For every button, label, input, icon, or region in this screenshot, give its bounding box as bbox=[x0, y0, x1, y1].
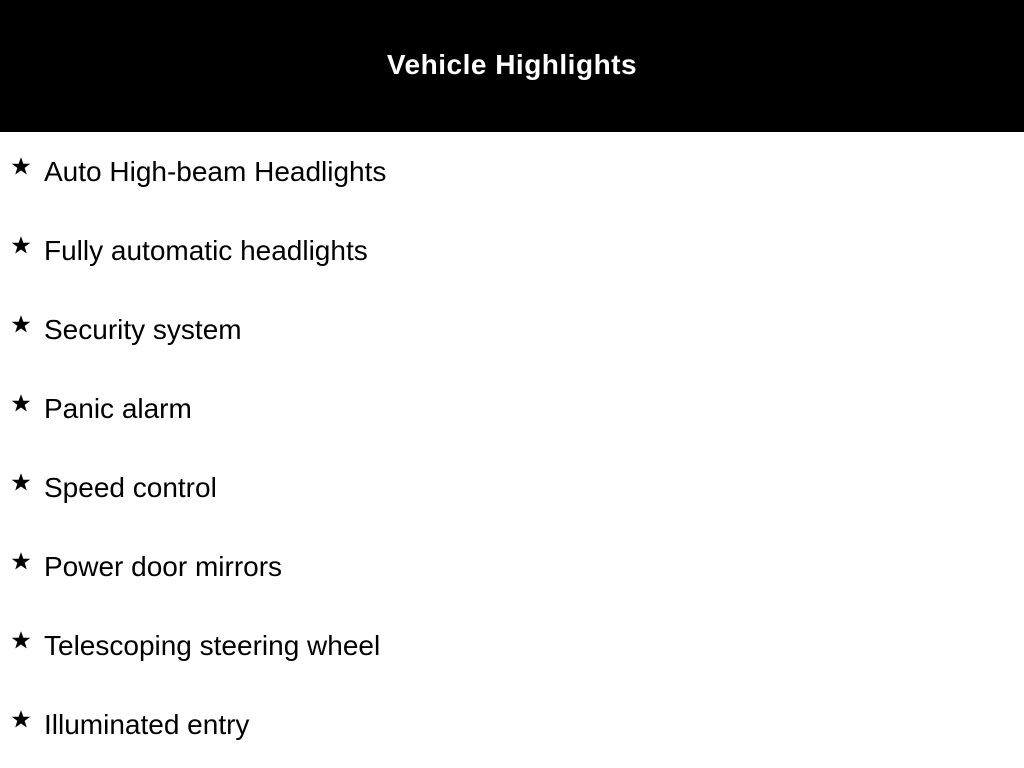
star-icon bbox=[10, 708, 32, 730]
feature-label: Panic alarm bbox=[44, 393, 192, 424]
star-icon bbox=[10, 155, 32, 177]
star-icon bbox=[10, 471, 32, 493]
star-icon bbox=[10, 234, 32, 256]
header-banner bbox=[0, 0, 1024, 132]
feature-item bbox=[0, 527, 1024, 606]
feature-label: Power door mirrors bbox=[44, 551, 283, 582]
feature-item bbox=[0, 369, 1024, 448]
feature-item bbox=[0, 290, 1024, 369]
feature-item bbox=[0, 606, 1024, 685]
star-icon bbox=[10, 629, 32, 651]
feature-label: Illuminated entry bbox=[44, 709, 250, 740]
feature-label: Fully automatic headlights bbox=[44, 235, 368, 266]
feature-label: Telescoping steering wheel bbox=[44, 630, 381, 661]
star-icon bbox=[10, 550, 32, 572]
feature-item bbox=[0, 211, 1024, 290]
feature-item bbox=[0, 132, 1024, 211]
star-icon bbox=[10, 392, 32, 414]
feature-label: Security system bbox=[44, 314, 242, 345]
feature-list bbox=[0, 132, 1024, 764]
page-title: Vehicle Highlights bbox=[386, 49, 638, 80]
star-icon bbox=[10, 313, 32, 335]
feature-label: Auto High-beam Headlights bbox=[44, 156, 387, 187]
feature-item bbox=[0, 448, 1024, 527]
feature-item bbox=[0, 685, 1024, 764]
feature-label: Speed control bbox=[44, 472, 217, 503]
